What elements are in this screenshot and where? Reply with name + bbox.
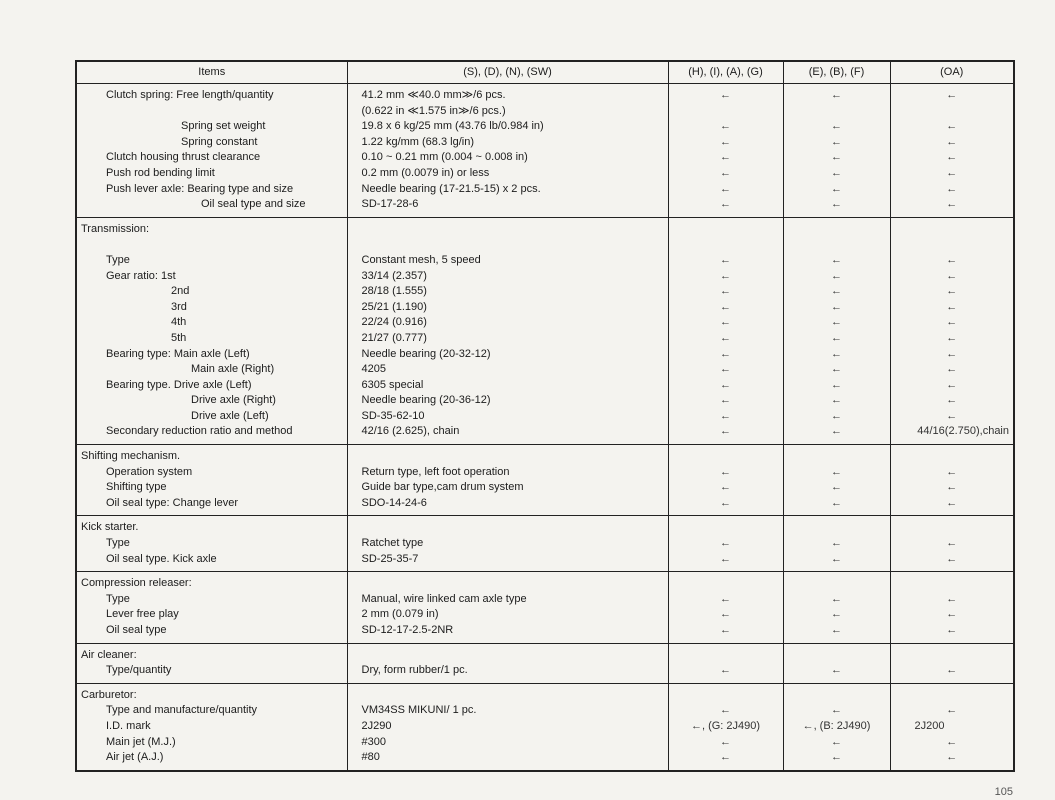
same-arrow: ←: [831, 409, 842, 422]
same-arrow: ←: [946, 409, 958, 422]
spec-value: VM34SS MIKUNI/ 1 pc.: [361, 704, 477, 717]
compression-releaser-section: [76, 572, 1014, 643]
same-arrow: ←: [720, 409, 731, 422]
item-label: 2nd: [171, 285, 190, 298]
item-label: Bearing type: Main axle (Left): [106, 347, 250, 360]
same-arrow: ←: [946, 120, 958, 133]
header-col-e-b-f: (E), (B), (F): [783, 61, 890, 84]
spec-value: #80: [361, 751, 380, 764]
id-mark-hiag: ←, (G: 2J490): [690, 719, 761, 732]
same-arrow: ←: [946, 253, 958, 266]
same-arrow: ←: [946, 552, 958, 565]
same-arrow: ←: [720, 363, 731, 376]
same-arrow: ←: [720, 735, 731, 748]
same-arrow: ←: [831, 481, 842, 494]
same-arrow: ←: [946, 465, 958, 478]
same-arrow: ←: [720, 378, 731, 391]
same-arrow: ←: [946, 378, 958, 391]
spec-value: 21/27 (0.777): [361, 331, 427, 344]
same-arrow: ←: [946, 624, 958, 636]
same-arrow: ←: [720, 300, 731, 313]
same-arrow: ←: [831, 608, 842, 621]
same-arrow: ←: [720, 198, 731, 211]
same-arrow: ←: [720, 394, 731, 407]
spec-value: 22/24 (0.916): [361, 316, 427, 329]
spec-value: 1.22 kg/mm (68.3 lg/in): [361, 135, 474, 148]
same-arrow: ←: [831, 394, 842, 407]
spec-value: 25/21 (1.190): [361, 300, 427, 313]
same-arrow: ←: [720, 537, 731, 550]
same-arrow: ←: [831, 151, 842, 164]
item-label: Clutch spring: Free length/quantity: [106, 89, 274, 101]
same-arrow: ←: [946, 363, 958, 376]
same-arrow: ←: [720, 89, 731, 101]
item-label: Type: [106, 253, 130, 266]
section-title: Shifting mechanism.: [81, 450, 181, 463]
same-arrow: ←: [720, 347, 731, 360]
same-arrow: ←: [946, 331, 958, 344]
item-label: Shifting type: [106, 481, 167, 494]
clutch-section: [76, 84, 1014, 218]
transmission-section: [76, 217, 1014, 444]
item-label: 4th: [171, 316, 187, 329]
air-cleaner-section: [76, 643, 1014, 683]
same-arrow: ←: [946, 269, 958, 282]
same-arrow: ←: [946, 751, 958, 764]
same-arrow: ←: [946, 735, 958, 748]
same-arrow: ←: [720, 166, 731, 179]
section-title: Transmission:: [81, 222, 150, 235]
same-arrow: ←: [720, 269, 731, 282]
same-arrow: ←: [946, 608, 958, 621]
spec-value: SD-35-62-10: [361, 409, 425, 422]
item-label: Gear ratio: 1st: [106, 269, 176, 282]
same-arrow: ←: [946, 496, 958, 509]
spec-value: SD-25-35-7: [361, 552, 419, 565]
same-arrow: ←: [831, 751, 842, 764]
carburetor-section: [76, 683, 1014, 770]
same-arrow: ←: [720, 624, 731, 636]
same-arrow: ←: [946, 537, 958, 550]
item-label: Air jet (A.J.): [106, 751, 164, 764]
spec-value: Dry, form rubber/1 pc.: [361, 664, 468, 677]
section-title: Compression releaser:: [81, 577, 192, 590]
same-arrow: ←: [831, 331, 842, 344]
item-label: Oil seal type: Change lever: [106, 496, 239, 509]
same-arrow: ←: [946, 704, 958, 717]
spec-value: 0.2 mm (0.0079 in) or less: [361, 166, 490, 179]
shifting-section: [76, 445, 1014, 516]
same-arrow: ←: [720, 664, 731, 677]
same-arrow: ←: [946, 285, 958, 298]
same-arrow: ←: [831, 166, 842, 179]
same-arrow: ←: [720, 751, 731, 764]
spec-value: Needle bearing (20-32-12): [361, 347, 491, 360]
item-label: Operation system: [106, 465, 193, 478]
same-arrow: ←: [831, 363, 842, 376]
same-arrow: ←: [831, 300, 842, 313]
item-label: Main jet (M.J.): [106, 735, 176, 748]
same-arrow: ←: [720, 481, 731, 494]
same-arrow: ←: [946, 664, 958, 677]
item-label: Secondary reduction ratio and method: [106, 425, 293, 438]
section-title: Carburetor:: [81, 688, 137, 701]
header-col-s-d-n-sw: (S), (D), (N), (SW): [347, 61, 668, 84]
same-arrow: ←: [831, 537, 842, 550]
same-arrow: ←: [831, 198, 842, 211]
same-arrow: ←: [720, 120, 731, 133]
same-arrow: ←: [720, 331, 731, 344]
spec-value: SD-12-17-2.5-2NR: [361, 624, 454, 636]
item-label: Type: [106, 537, 130, 550]
same-arrow: ←: [946, 198, 958, 211]
item-label: Oil seal type. Kick axle: [106, 552, 217, 565]
same-arrow: ←: [946, 300, 958, 313]
spec-value: 4205: [361, 363, 386, 376]
same-arrow: ←: [720, 135, 731, 148]
header-col-h-i-a-g: (H), (I), (A), (G): [668, 61, 783, 84]
spec-value: 19.8 x 6 kg/25 mm (43.76 lb/0.984 in): [361, 120, 544, 133]
section-title: Air cleaner:: [81, 648, 137, 661]
spec-value: 0.10 ~ 0.21 mm (0.004 ~ 0.008 in): [361, 151, 528, 164]
item-label: Type/quantity: [106, 664, 172, 677]
same-arrow: ←: [720, 465, 731, 478]
same-arrow: ←: [831, 269, 842, 282]
spec-value: Constant mesh, 5 speed: [361, 253, 481, 266]
item-label: Type and manufacture/quantity: [106, 704, 258, 717]
spec-value: Needle bearing (17-21.5-15) x 2 pcs.: [361, 182, 541, 195]
item-label: Drive axle (Left): [191, 409, 269, 422]
same-arrow: ←: [831, 704, 842, 717]
same-arrow: ←: [720, 552, 731, 565]
id-mark-ebf: ←, (B: 2J490): [802, 719, 871, 732]
same-arrow: ←: [946, 316, 958, 329]
item-label: Drive axle (Right): [191, 394, 276, 407]
same-arrow: ←: [831, 552, 842, 565]
item-label: Clutch housing thrust clearance: [106, 151, 261, 164]
same-arrow: ←: [720, 496, 731, 509]
same-arrow: ←: [831, 120, 842, 133]
item-label: I.D. mark: [106, 719, 151, 732]
same-arrow: ←: [720, 425, 731, 438]
same-arrow: ←: [720, 704, 731, 717]
item-label: Main axle (Right): [191, 363, 275, 376]
spec-value: SDO-14-24-6: [361, 496, 427, 509]
same-arrow: ←: [831, 253, 842, 266]
same-arrow: ←: [831, 496, 842, 509]
same-arrow: ←: [831, 135, 842, 148]
same-arrow: ←: [831, 316, 842, 329]
same-arrow: ←: [946, 394, 958, 407]
item-label: 5th: [171, 331, 187, 344]
same-arrow: ←: [720, 285, 731, 298]
same-arrow: ←: [831, 624, 842, 636]
same-arrow: ←: [946, 135, 958, 148]
same-arrow: ←: [946, 592, 958, 605]
same-arrow: ←: [831, 735, 842, 748]
same-arrow: ←: [946, 89, 958, 101]
spec-value: #300: [361, 735, 386, 748]
same-arrow: ←: [720, 151, 731, 164]
spec-value: Needle bearing (20-36-12): [361, 394, 491, 407]
same-arrow: ←: [831, 592, 842, 605]
item-label: Oil seal type: [106, 624, 167, 636]
spec-value: (0.622 in ≪1.575 in≫/6 pcs.): [361, 104, 506, 117]
same-arrow: ←: [946, 151, 958, 164]
same-arrow: ←: [946, 166, 958, 179]
same-arrow: ←: [831, 465, 842, 478]
same-arrow: ←: [720, 592, 731, 605]
oa-secondary-ratio: 44/16(2.750),chain: [917, 425, 1009, 438]
header-row: [76, 61, 1014, 84]
kick-starter-section: [76, 516, 1014, 572]
same-arrow: ←: [831, 664, 842, 677]
same-arrow: ←: [831, 425, 842, 438]
same-arrow: ←: [946, 182, 958, 195]
same-arrow: ←: [831, 378, 842, 391]
same-arrow: ←: [720, 253, 731, 266]
spec-value: Guide bar type,cam drum system: [361, 481, 524, 494]
item-label: Bearing type. Drive axle (Left): [106, 378, 252, 391]
same-arrow: ←: [831, 285, 842, 298]
page-number: 105: [994, 786, 1013, 798]
section-title: Kick starter.: [81, 521, 139, 534]
spec-value: 33/14 (2.357): [361, 269, 427, 282]
header-col-oa: (OA): [890, 61, 1014, 84]
item-label: Push lever axle: Bearing type and size: [106, 182, 294, 195]
item-label: Push rod bending limit: [106, 166, 215, 179]
spec-value: 28/18 (1.555): [361, 285, 427, 298]
same-arrow: ←: [831, 347, 842, 360]
same-arrow: ←: [720, 608, 731, 621]
spec-value: 2 mm (0.079 in): [361, 608, 439, 621]
spec-value: Return type, left foot operation: [361, 465, 510, 478]
same-arrow: ←: [720, 316, 731, 329]
specification-table: [75, 60, 1015, 772]
spec-value: Manual, wire linked cam axle type: [361, 592, 527, 605]
spec-value: SD-17-28-6: [361, 198, 419, 211]
item-label: 3rd: [171, 300, 187, 313]
same-arrow: ←: [946, 481, 958, 494]
same-arrow: ←: [831, 182, 842, 195]
same-arrow: ←: [946, 347, 958, 360]
item-label: Oil seal type and size: [201, 198, 306, 211]
item-label: Spring set weight: [181, 120, 266, 133]
spec-value: 42/16 (2.625), chain: [361, 425, 460, 438]
item-label: Lever free play: [106, 608, 179, 621]
same-arrow: ←: [831, 89, 842, 101]
spec-value: 2J290: [361, 719, 392, 732]
id-mark-oa: 2J200: [914, 719, 945, 732]
spec-value: 41.2 mm ≪40.0 mm≫/6 pcs.: [361, 89, 506, 101]
same-arrow: ←: [720, 182, 731, 195]
spec-value: 6305 special: [361, 378, 424, 391]
item-label: Type: [106, 592, 130, 605]
spec-value: Ratchet type: [361, 537, 424, 550]
item-label: Spring constant: [181, 135, 258, 148]
header-items: Items: [76, 61, 347, 84]
